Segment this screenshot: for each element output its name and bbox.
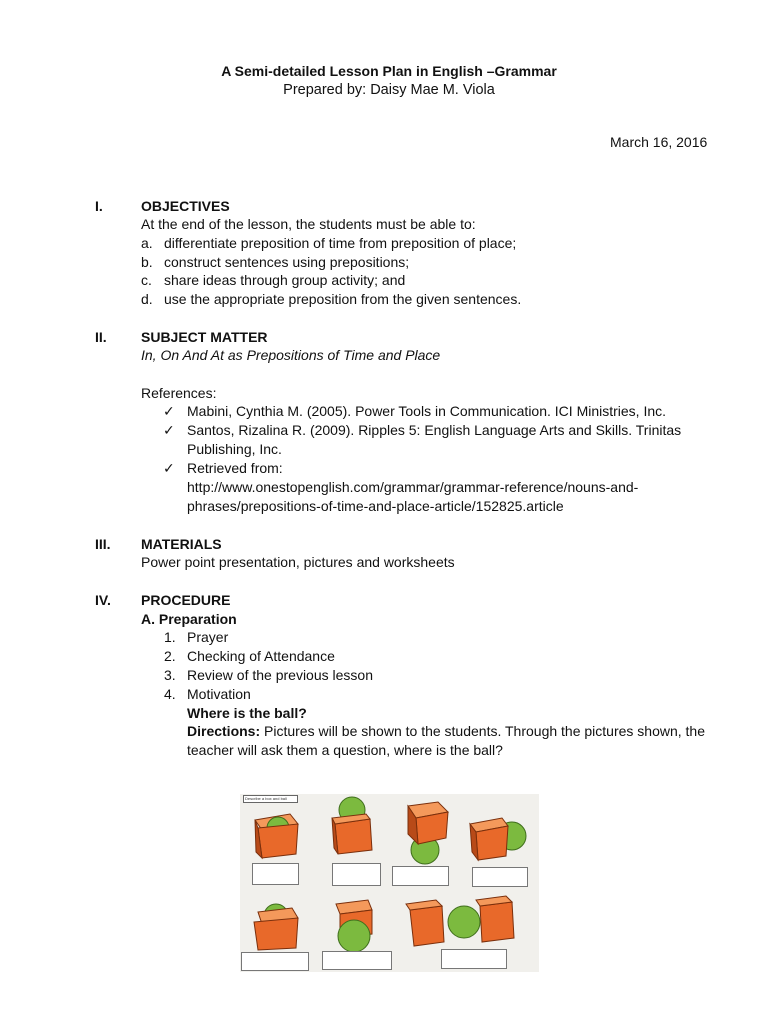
objectives-intro: At the end of the lesson, the students must be able to: [141,216,476,232]
directions-text: Pictures will be shown to the students. Through the pictures shown, the [260,723,706,739]
directions-text-continued: teacher will ask them a question, where is the ball? [187,742,503,758]
ball-in-front-of-box-picture [336,900,372,952]
section-numeral-subject-matter: II. [95,329,107,345]
prepared-by: Prepared by: Daisy Mae M. Viola [283,82,495,98]
objective-item: differentiate preposition of time from preposition of place; [164,235,517,251]
objective-label: d. [141,291,153,307]
answer-box[interactable] [392,866,449,886]
reference-url: phrases/prepositions-of-time-and-place-article/152825.article [187,498,564,514]
ball-between-boxes-picture [406,896,514,946]
reference-line: Retrieved from: [187,460,283,476]
ball-under-box-picture [408,802,448,864]
answer-box[interactable] [252,863,299,885]
step-number: 2. [164,648,176,664]
ball-in-box-picture [255,814,298,858]
procedure-step: Motivation [187,686,251,702]
procedure-step: Checking of Attendance [187,648,335,664]
objective-item: use the appropriate preposition from the given sentences. [164,291,522,307]
section-numeral-materials: III. [95,536,111,552]
answer-box[interactable] [332,863,381,886]
figure-caption: Describe a box and ball [243,795,298,803]
subject-topic: In, On And At as Prepositions of Time and Place [141,347,441,363]
ball-on-box-picture [332,797,372,854]
reference-line: Publishing, Inc. [187,441,282,457]
references-label: References: [141,385,217,401]
section-numeral-procedure: IV. [95,592,111,608]
step-number: 3. [164,667,176,683]
answer-box[interactable] [241,952,309,971]
objective-label: c. [141,272,152,288]
checkmark-icon: ✓ [163,460,175,476]
motivation-title: Where is the ball? [187,705,307,721]
objective-label: b. [141,254,153,270]
ball-behind-box-picture [470,818,526,860]
step-number: 4. [164,686,176,702]
box-and-ball-figure [240,794,539,972]
checkmark-icon: ✓ [163,422,175,438]
section-heading-materials: MATERIALS [141,536,222,552]
section-heading-procedure: PROCEDURE [141,592,231,608]
answer-box[interactable] [472,867,528,887]
answer-box[interactable] [322,951,392,970]
checkmark-icon: ✓ [163,403,175,419]
document-date: March 16, 2016 [610,134,708,150]
reference-url: http://www.onestopenglish.com/grammar/grammar-reference/nouns-and- [187,479,639,495]
reference-line: Mabini, Cynthia M. (2005). Power Tools in Communication. ICI Ministries, Inc. [187,403,667,419]
section-heading-subject-matter: SUBJECT MATTER [141,329,268,345]
procedure-step: Review of the previous lesson [187,667,373,683]
section-heading-objectives: OBJECTIVES [141,198,230,214]
directions-line [187,722,705,741]
materials-text: Power point presentation, pictures and worksheets [141,554,455,570]
step-number: 1. [164,629,176,645]
section-numeral-objectives: I. [95,198,103,214]
procedure-subheading: A. Preparation [141,611,237,627]
objective-item: construct sentences using prepositions; [164,254,410,270]
ball-in-box-picture-2 [254,904,298,950]
objective-label: a. [141,235,153,251]
answer-box[interactable] [441,949,507,969]
document-title: A Semi-detailed Lesson Plan in English –Grammar [221,63,557,79]
procedure-step: Prayer [187,629,229,645]
reference-line: Santos, Rizalina R. (2009). Ripples 5: English Language Arts and Skills. Trinitas [187,422,682,438]
objective-item: share ideas through group activity; and [164,272,406,288]
directions-label: Directions: [187,723,261,739]
